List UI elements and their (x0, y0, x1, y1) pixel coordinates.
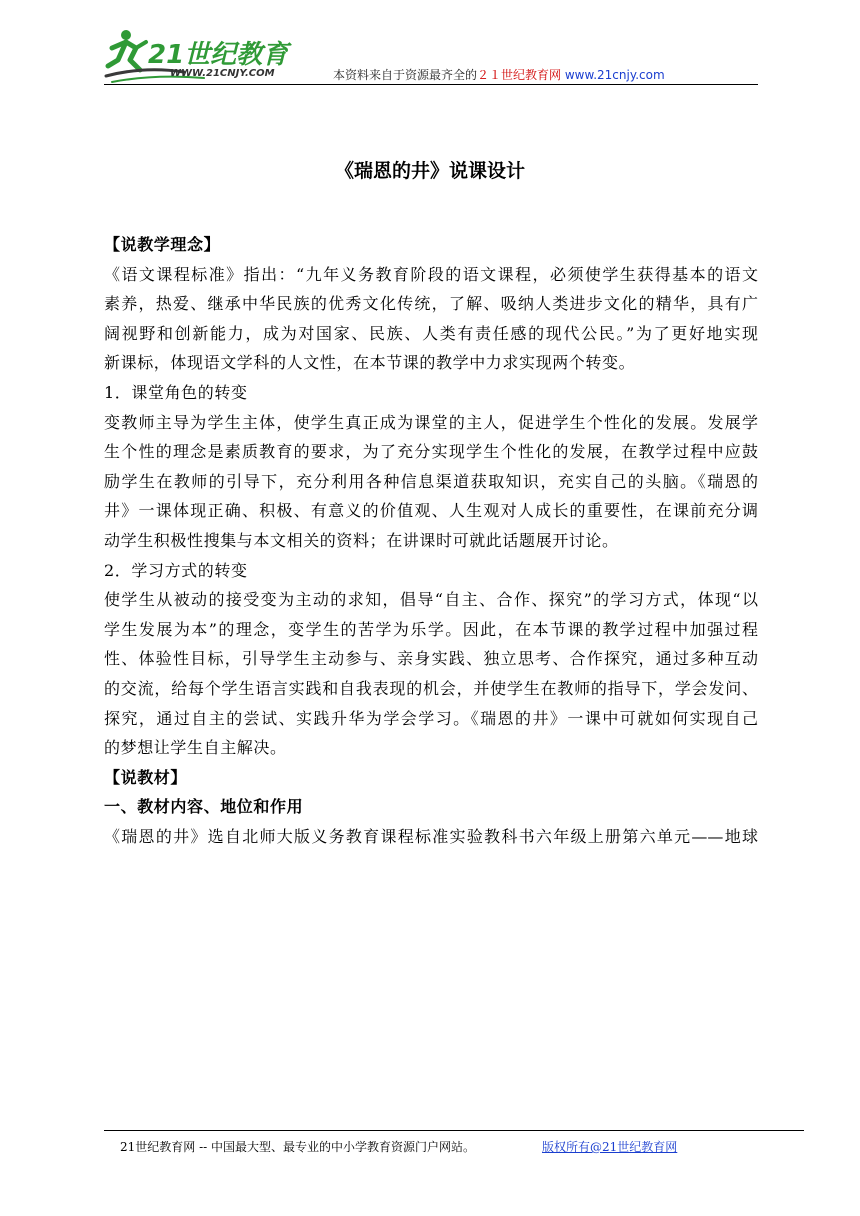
paragraph-line: 井》一课体现正确、积极、有意义的价值观、人生观对人成长的重要性，在课前充分调 (104, 501, 758, 521)
paragraph-line: 探究，通过自主的尝试、实践升华为学会学习。《瑞恩的井》一课中可就如何实现自己 (104, 708, 758, 728)
page-footer (120, 1138, 678, 1155)
section-heading: 【说教材】 (104, 767, 188, 787)
document-title: 《瑞恩的井》说课设计 (334, 160, 525, 182)
paragraph-line: 的交流，给每个学生语言实践和自我表现的机会，并使学生在教师的指导下，学会发问、 (104, 678, 758, 698)
paragraph-line: 1．课堂角色的转变 (104, 382, 248, 402)
paragraph-line: 新课标，体现语文学科的人文性，在本节课的教学中力求实现两个转变。 (104, 353, 636, 373)
document-body (104, 230, 758, 851)
logo-name: 21世纪教育 (148, 40, 289, 70)
paragraph-line: 素养，热爱、继承中华民族的优秀文化传统，了解、吸纳人类进步文化的精华，具有广 (104, 294, 758, 314)
page-header (0, 0, 860, 90)
header-divider (104, 84, 758, 85)
header-note-url[interactable]: www.21cnjy.com (564, 68, 665, 82)
section-heading: 【说教学理念】 (104, 235, 221, 254)
site-logo[interactable] (104, 26, 309, 86)
paragraph-line: 学生发展为本”的理念，变学生的苦学为乐学。因此，在本节课的教学过程中加强过程 (104, 619, 758, 639)
header-source-note (333, 66, 665, 83)
paragraph-line: 的梦想让学生自主解决。 (104, 738, 287, 758)
paragraph-line: 使学生从被动的接受变为主动的求知，倡导“自主、合作、探究”的学习方式，体现“以 (104, 590, 758, 610)
header-note-prefix: 本资料来自于资源最齐全的 (333, 68, 478, 82)
footer-copyright-link[interactable]: 版权所有@21世纪教育网 (542, 1140, 678, 1154)
footer-divider (104, 1130, 804, 1131)
logo-url: WWW.21CNJY.COM (170, 68, 275, 79)
footer-site-description: 21世纪教育网 -- 中国最大型、最专业的中小学教育资源门户网站。 (120, 1140, 476, 1154)
paragraph-line: 2．学习方式的转变 (104, 560, 248, 580)
paragraph-line: 《瑞恩的井》选自北师大版义务教育课程标准实验教科书六年级上册第六单元——地球 (104, 826, 758, 846)
paragraph-line: 生个性的理念是素质教育的要求，为了充分实现学生个性化的发展，在教学过程中应鼓 (104, 442, 758, 462)
section-heading: 一、教材内容、地位和作用 (104, 797, 304, 817)
paragraph-line: 励学生在教师的引导下，充分利用各种信息渠道获取知识，充实自己的头脑。《瑞恩的 (104, 471, 758, 491)
paragraph-line: 阔视野和创新能力，成为对国家、民族、人类有责任感的现代公民。”为了更好地实现 (104, 323, 758, 343)
paragraph-line: 变教师主导为学生主体，使学生真正成为课堂的主人，促进学生个性化的发展。发展学 (104, 412, 758, 432)
paragraph-line: 《语文课程标准》指出：“九年义务教育阶段的语文课程，必须使学生获得基本的语文 (104, 264, 758, 284)
paragraph-line: 性、体验性目标，引导学生主动参与、亲身实践、独立思考、合作探究，通过多种互动 (104, 649, 758, 669)
paragraph-line: 动学生积极性搜集与本文相关的资料；在讲课时可就此话题展开讨论。 (104, 530, 619, 550)
header-note-site[interactable]: ２１世纪教育网 (477, 68, 562, 82)
